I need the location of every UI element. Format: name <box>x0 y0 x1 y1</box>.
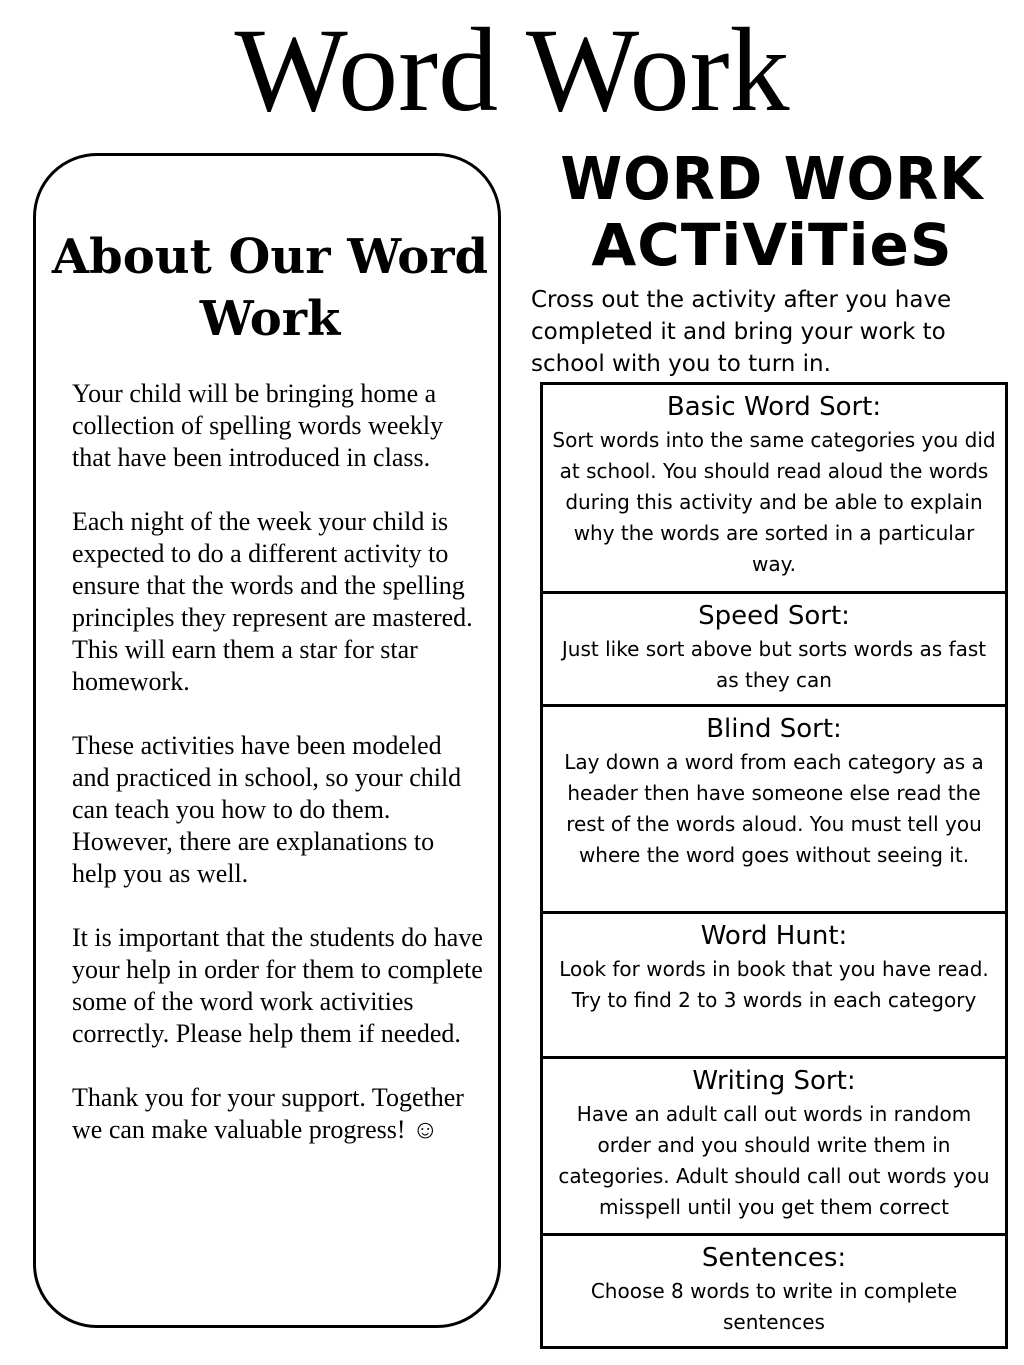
activity-table <box>540 382 1008 1349</box>
activity-sentences <box>543 1236 1005 1346</box>
activity-name: Blind Sort: <box>706 714 842 744</box>
page-title: Word Work <box>234 3 790 136</box>
activity-name: Speed Sort: <box>698 601 850 631</box>
activities-title-line2: ACTiViTieS <box>591 211 953 279</box>
about-heading: About Our Word Work <box>51 229 489 347</box>
activity-name: Writing Sort: <box>692 1066 856 1096</box>
activity-word-hunt <box>543 914 1005 1059</box>
activity-writing-sort <box>543 1059 1005 1236</box>
activity-basic-word-sort <box>543 385 1005 594</box>
about-paragraph: These activities have been modeled and practiced in school, so your child can teach you how to do them. However, there are explanations to help you as well. <box>72 731 462 888</box>
activities-title <box>520 145 1024 279</box>
activity-description: Sort words into the same categories you did at school. You should read aloud the words during this activity and be able to explain why the words are sorted in a particular way. <box>552 428 996 576</box>
activity-name: Word Hunt: <box>700 921 848 951</box>
about-panel <box>33 153 501 1328</box>
activity-name: Sentences: <box>701 1243 847 1273</box>
activity-description: Look for words in book that you have read. Try to find 2 to 3 words in each category <box>559 957 989 1012</box>
about-body <box>72 378 484 1178</box>
activities-title-line1: WORD WORK <box>560 145 984 214</box>
activity-description: Choose 8 words to write in complete sentences <box>590 1279 958 1334</box>
activity-blind-sort <box>543 707 1005 914</box>
activity-description: Lay down a word from each category as a header then have someone else read the rest of the words aloud. You must tell you where the word goes without seeing it. <box>564 750 984 867</box>
activity-description: Just like sort above but sorts words as fast as they can <box>561 637 987 692</box>
about-paragraph: Your child will be bringing home a collection of spelling words weekly that have been introduced in class. <box>72 379 444 472</box>
about-paragraph: It is important that the students do have your help in order for them to complete some of the word work activities correctly. Please help them if needed. <box>72 923 483 1048</box>
activity-speed-sort <box>543 594 1005 707</box>
activity-name: Basic Word Sort: <box>666 392 882 422</box>
activities-intro: Cross out the activity after you have completed it and bring your work to school with you to turn in. <box>531 287 952 377</box>
about-paragraph: Thank you for your support. Together we can make valuable progress! ☺ <box>72 1083 464 1144</box>
activity-description: Have an adult call out words in random order and you should write them in categories. Adult should call out words you misspell until you get them correct <box>558 1102 990 1219</box>
about-paragraph: Each night of the week your child is expected to do a different activity to ensure that the words and the spelling principles they represent are mastered. This will earn them a star for star homework. <box>72 507 473 696</box>
